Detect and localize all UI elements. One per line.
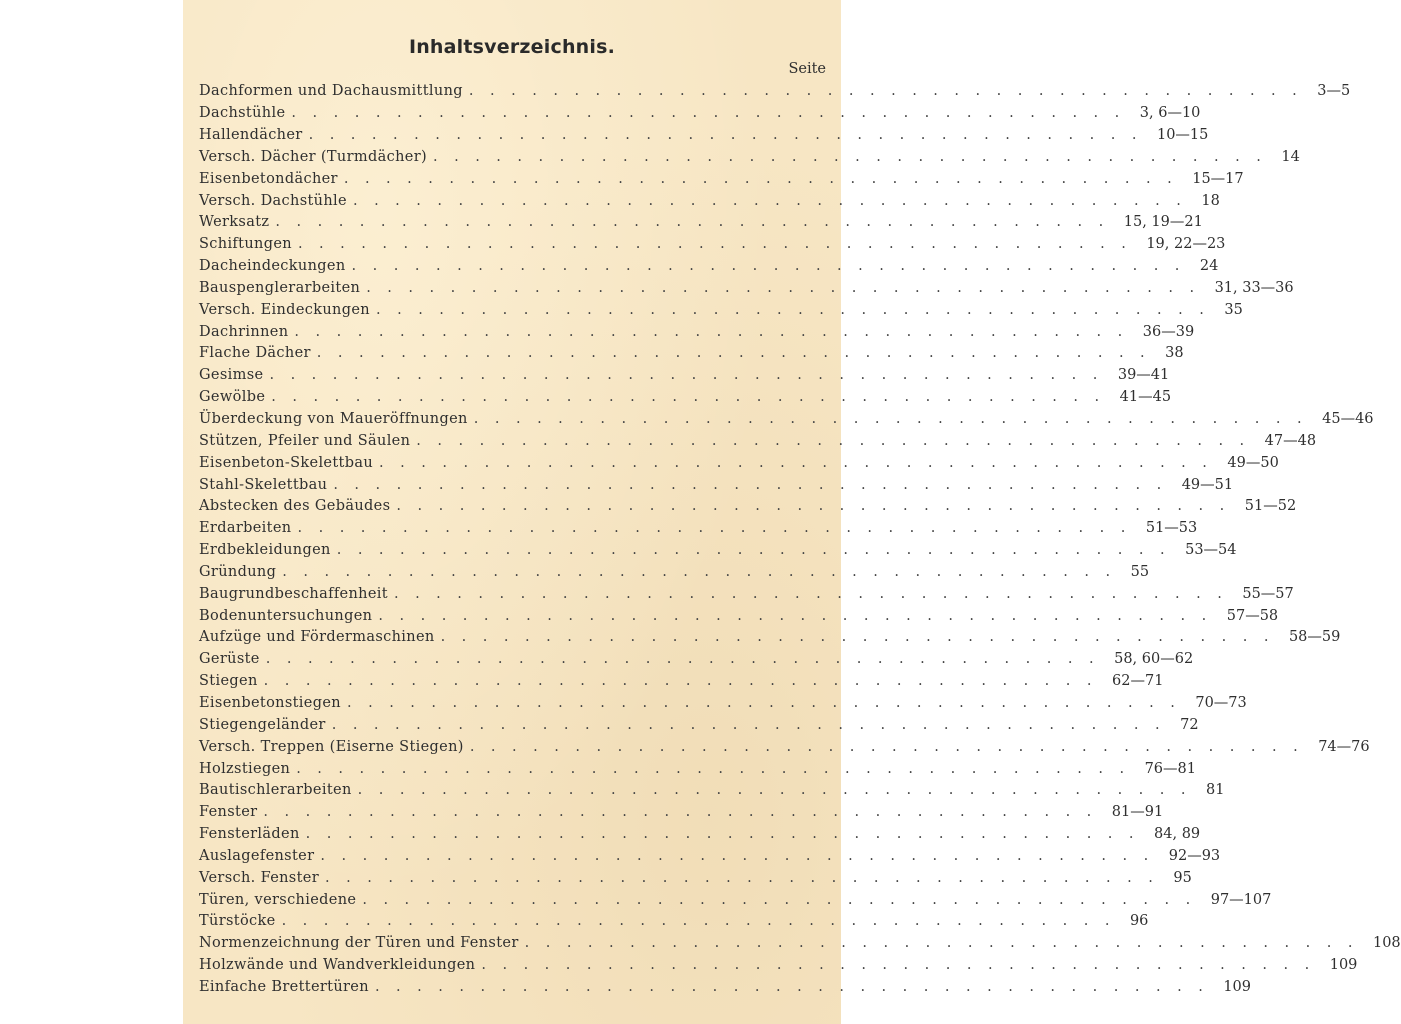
- toc-entry-label: Hallendächer: [199, 127, 303, 144]
- toc-entry-label: Eisenbeton-Skelettbau: [199, 454, 374, 471]
- toc-entry: [199, 778, 1225, 800]
- toc-entry-label: Überdeckung von Maueröffnungen: [199, 411, 468, 427]
- dot-leader: ........................................: [325, 869, 1170, 886]
- toc-entry-label: Gerüste: [199, 651, 260, 668]
- dot-leader: ........................................: [308, 127, 1153, 144]
- page-column-label: Seite: [788, 61, 826, 77]
- toc-entry-label: Erdarbeiten: [199, 520, 292, 537]
- toc-entry-pages: 58—59: [1288, 629, 1341, 646]
- toc-entry-pages: 84, 89: [1154, 826, 1201, 843]
- toc-entry-pages: 55: [1130, 563, 1150, 580]
- dot-leader: ........................................: [331, 716, 1177, 733]
- toc-entry-label: Stiegengeländer: [199, 716, 326, 733]
- toc-entry: [199, 407, 1374, 429]
- dot-leader: ........................................: [275, 214, 1120, 231]
- toc-entry: [199, 450, 1279, 472]
- toc-entry: [199, 341, 1184, 363]
- dot-leader: ........................................: [343, 170, 1189, 187]
- toc-entry-label: Bauspenglerarbeiten: [199, 279, 361, 296]
- toc-entry: [199, 581, 1294, 603]
- toc-entry-label: Versch. Fenster: [199, 869, 319, 886]
- toc-entry: [199, 145, 1300, 167]
- dot-leader: ........................................: [524, 935, 1369, 952]
- document-page: [183, 0, 1401, 1024]
- toc-entry-label: Fensterläden: [199, 826, 300, 843]
- dot-leader: ........................................: [320, 847, 1165, 864]
- toc-entry-pages: 109: [1223, 978, 1251, 995]
- toc-entry-pages: 81—91: [1111, 804, 1164, 821]
- toc-entry-label: Werksatz: [199, 214, 270, 231]
- dot-leader: ........................................: [294, 323, 1139, 340]
- dot-leader: ........................................: [357, 782, 1203, 799]
- toc-entry: [199, 625, 1341, 647]
- toc-entry: [199, 734, 1370, 756]
- toc-entry: [199, 79, 1351, 101]
- toc-entry: [199, 232, 1226, 254]
- toc-entry-pages: 55—57: [1242, 585, 1294, 602]
- dot-leader: ........................................: [469, 738, 1315, 755]
- toc-entry-pages: 18: [1201, 192, 1220, 209]
- toc-entry: [199, 931, 1401, 953]
- dot-leader: ........................................: [269, 367, 1114, 384]
- toc-entry: [199, 975, 1251, 997]
- toc-entry-label: Versch. Treppen (Eiserne Stiegen): [199, 738, 464, 755]
- toc-entry: [199, 429, 1317, 451]
- dot-leader: ........................................: [440, 629, 1285, 646]
- toc-entry-pages: 10—15: [1156, 127, 1209, 144]
- toc-entry-pages: 15, 19—21: [1123, 214, 1203, 231]
- toc-entry-pages: 74—76: [1318, 738, 1370, 755]
- toc-entry-label: Eisenbetondächer: [199, 170, 338, 187]
- toc-entry-label: Dacheindeckungen: [199, 258, 346, 275]
- toc-entry: [199, 822, 1201, 844]
- toc-entry: [199, 297, 1243, 319]
- dot-leader: ........................................: [393, 585, 1239, 602]
- dot-leader: ........................................: [282, 563, 1127, 580]
- toc-entry-label: Versch. Dächer (Turmdächer): [199, 148, 427, 165]
- toc-entry-pages: 41—45: [1119, 389, 1172, 406]
- toc-entry-label: Aufzüge und Fördermaschinen: [199, 629, 435, 646]
- dot-leader: ........................................: [351, 258, 1196, 275]
- toc-entry-label: Gewölbe: [199, 389, 266, 406]
- toc-entry-label: Türen, verschiedene: [199, 891, 357, 908]
- toc-entry-label: Normenzeichnung der Türen und Fenster: [199, 935, 519, 952]
- toc-entry: [199, 909, 1149, 931]
- toc-entry-pages: 35: [1224, 301, 1243, 318]
- dot-leader: ........................................: [352, 192, 1198, 209]
- dot-leader: ........................................: [263, 673, 1109, 690]
- dot-leader: ........................................: [468, 83, 1314, 100]
- toc-entry-label: Bautischlerarbeiten: [199, 782, 352, 799]
- toc-entry: [199, 363, 1170, 385]
- toc-entry-pages: 49—51: [1181, 476, 1234, 493]
- toc-entry: [199, 188, 1220, 210]
- dot-leader: ........................................: [336, 542, 1182, 559]
- toc-entry: [199, 953, 1358, 975]
- toc-entry: [199, 538, 1237, 560]
- dot-leader: ........................................: [432, 148, 1278, 165]
- dot-leader: ........................................: [316, 345, 1162, 362]
- toc-entry-label: Fenster: [199, 804, 258, 821]
- toc-entry-label: Holzwände und Wandverkleidungen: [199, 957, 476, 974]
- toc-entry-label: Stahl-Skelettbau: [199, 476, 328, 493]
- toc-entry-label: Dachformen und Dachausmittlung: [199, 83, 463, 100]
- toc-entry: [199, 887, 1272, 909]
- dot-leader: ........................................: [291, 105, 1136, 122]
- toc-entry-pages: 92—93: [1168, 847, 1221, 864]
- toc-entry-pages: 51—52: [1244, 498, 1297, 515]
- toc-entry-pages: 31, 33—36: [1214, 279, 1294, 296]
- toc-entry-pages: 3—5: [1317, 83, 1351, 100]
- toc-entry-pages: 39—41: [1117, 367, 1170, 384]
- dot-leader: ........................................: [333, 476, 1178, 493]
- toc-entry-pages: 70—73: [1195, 694, 1247, 711]
- toc-entry: [199, 166, 1244, 188]
- toc-entry-label: Abstecken des Gebäudes: [199, 498, 391, 515]
- toc-entry: [199, 603, 1279, 625]
- dot-leader: ........................................: [366, 279, 1211, 296]
- toc-entry-pages: 95: [1173, 869, 1192, 886]
- toc-entry: [199, 472, 1234, 494]
- dot-leader: ........................................: [374, 978, 1220, 995]
- toc-entry: [199, 516, 1198, 538]
- toc-entry-pages: 81: [1206, 782, 1225, 799]
- toc-entry-label: Erdbekleidungen: [199, 542, 331, 559]
- toc-entry-pages: 49—50: [1227, 454, 1279, 471]
- toc-entry-label: Gesimse: [199, 367, 264, 384]
- toc-entry: [199, 210, 1203, 232]
- toc-entry-pages: 45—46: [1322, 411, 1374, 427]
- dot-leader: ........................................: [473, 411, 1319, 427]
- toc-entry: [199, 800, 1164, 822]
- toc-entry: [199, 385, 1172, 407]
- toc-entry-pages: 14: [1281, 148, 1300, 165]
- toc-entry-label: Gründung: [199, 563, 277, 580]
- toc-entry-label: Schiftungen: [199, 236, 292, 253]
- toc-entry-pages: 57—58: [1226, 607, 1279, 624]
- dot-leader: ........................................: [281, 913, 1126, 930]
- toc-entry: [199, 756, 1196, 778]
- toc-entry: [199, 560, 1150, 582]
- dot-leader: ........................................: [271, 389, 1116, 406]
- dot-leader: ........................................: [346, 694, 1192, 711]
- toc-entry-pages: 96: [1129, 913, 1149, 930]
- toc-entry: [199, 101, 1201, 123]
- toc-entry-label: Stützen, Pfeiler und Säulen: [199, 432, 411, 449]
- toc-entry-pages: 97—107: [1210, 891, 1272, 908]
- toc-entry-label: Auslagefenster: [199, 847, 315, 864]
- toc-entry: [199, 669, 1164, 691]
- toc-entry-label: Türstöcke: [199, 913, 276, 930]
- toc-entry-pages: 72: [1180, 716, 1199, 733]
- toc-entry-label: Stiegen: [199, 673, 258, 690]
- toc-entry-label: Einfache Brettertüren: [199, 978, 369, 995]
- toc-entry-pages: 58, 60—62: [1114, 651, 1194, 668]
- toc-entry: [199, 123, 1209, 145]
- toc-entry-label: Dachstühle: [199, 105, 286, 122]
- toc-entry: [199, 712, 1199, 734]
- toc-entry: [199, 647, 1194, 669]
- toc-entry-pages: 19, 22—23: [1146, 236, 1226, 253]
- toc-entry-label: Dachrinnen: [199, 323, 289, 340]
- dot-leader: ........................................: [375, 301, 1221, 318]
- toc-entry-pages: 51—53: [1145, 520, 1198, 537]
- toc-entry-label: Eisenbetonstiegen: [199, 694, 341, 711]
- dot-leader: ........................................: [396, 498, 1241, 515]
- toc-entry-pages: 24: [1199, 258, 1219, 275]
- toc-entry: [199, 319, 1195, 341]
- toc-entry: [199, 691, 1247, 713]
- toc-entry-label: Bodenuntersuchungen: [199, 607, 373, 624]
- toc-entry: [199, 844, 1221, 866]
- dot-leader: ........................................: [305, 826, 1151, 843]
- dot-leader: ........................................: [379, 454, 1224, 471]
- dot-leader: ........................................: [263, 804, 1108, 821]
- toc-entry-label: Versch. Dachstühle: [199, 192, 347, 209]
- toc-entry-pages: 38: [1165, 345, 1184, 362]
- toc-entry-pages: 53—54: [1185, 542, 1237, 559]
- table-of-contents: [199, 79, 1401, 996]
- toc-entry-pages: 15—17: [1192, 170, 1244, 187]
- toc-entry: [199, 276, 1294, 298]
- dot-leader: ........................................: [297, 236, 1143, 253]
- toc-entry-pages: 3, 6—10: [1139, 105, 1201, 122]
- page-title: Inhaltsverzeichnis.: [408, 36, 616, 58]
- toc-entry-pages: 36—39: [1142, 323, 1195, 340]
- toc-entry-pages: 62—71: [1112, 673, 1164, 690]
- toc-entry: [199, 254, 1219, 276]
- toc-entry: [199, 494, 1297, 516]
- toc-entry: [199, 865, 1192, 887]
- toc-entry-label: Versch. Eindeckungen: [199, 301, 370, 318]
- toc-entry-pages: 76—81: [1144, 760, 1196, 777]
- dot-leader: ........................................: [416, 432, 1261, 449]
- dot-leader: ........................................: [265, 651, 1111, 668]
- toc-entry-pages: 108: [1372, 935, 1401, 952]
- toc-entry-pages: 47—48: [1264, 432, 1317, 449]
- toc-entry-label: Flache Dächer: [199, 345, 311, 362]
- toc-entry-pages: 109: [1329, 957, 1358, 974]
- dot-leader: ........................................: [296, 760, 1141, 777]
- dot-leader: ........................................: [481, 957, 1326, 974]
- dot-leader: ........................................: [362, 891, 1207, 908]
- dot-leader: ........................................: [378, 607, 1223, 624]
- dot-leader: ........................................: [297, 520, 1142, 537]
- toc-entry-label: Holzstiegen: [199, 760, 291, 777]
- toc-entry-label: Baugrundbeschaffenheit: [199, 585, 388, 602]
